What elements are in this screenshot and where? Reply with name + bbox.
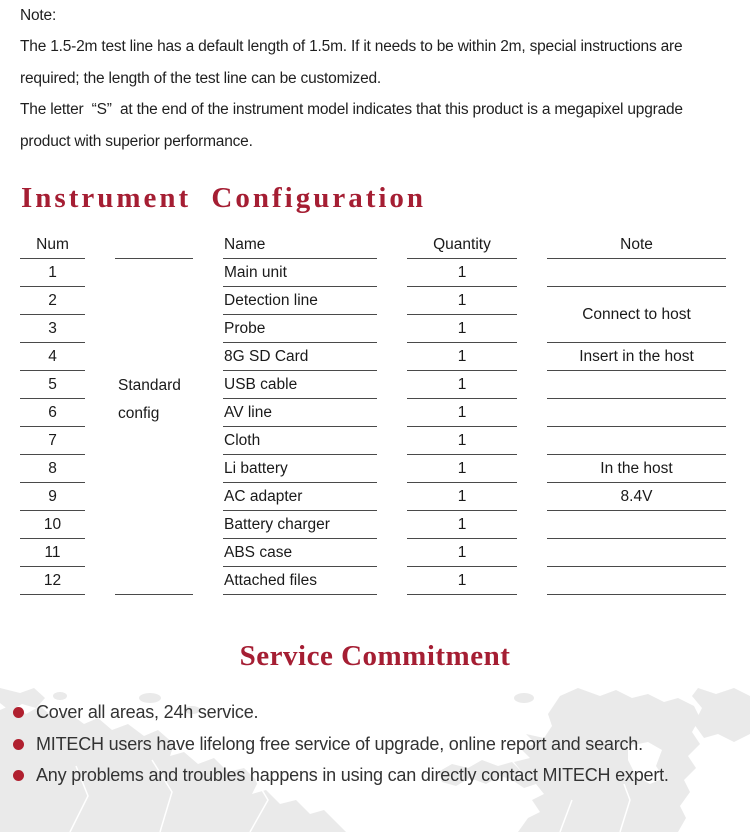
table-cell-quantity: 1 xyxy=(407,455,517,483)
note-line-4: product with superior performance. xyxy=(20,132,253,150)
note-line-3: The letter “S” at the end of the instrument model indicates that this product is a megapixel upgrade xyxy=(20,101,683,119)
table-cell-note: 8.4V xyxy=(547,483,726,511)
bullet-icon xyxy=(13,770,24,781)
table-cell-quantity: 1 xyxy=(407,259,517,287)
table-cell-num: 6 xyxy=(20,399,85,427)
note-line-2: required; the length of the test line can be customized. xyxy=(20,69,382,87)
table-cell-num: 9 xyxy=(20,483,85,511)
table-cell-note xyxy=(547,427,726,455)
table-cell-name: 8G SD Card xyxy=(223,343,377,371)
table-cell-quantity: 1 xyxy=(407,371,517,399)
table-cell-note xyxy=(547,399,726,427)
table-cell-quantity: 1 xyxy=(407,343,517,371)
table-cell-num: 3 xyxy=(20,315,85,343)
table-cell-name: AV line xyxy=(223,399,377,427)
table-cell-quantity: 1 xyxy=(407,399,517,427)
config-table xyxy=(20,231,726,595)
table-cell-name: ABS case xyxy=(223,539,377,567)
bullet-icon xyxy=(13,739,24,750)
service-commitment-title: Service Commitment xyxy=(239,640,511,672)
table-cell-name: Battery charger xyxy=(223,511,377,539)
table-cell-name: AC adapter xyxy=(223,483,377,511)
table-cell-note: In the host xyxy=(547,455,726,483)
table-header-num: Num xyxy=(20,231,85,259)
bullet-text: MITECH users have lifelong free service of upgrade, online report and search. xyxy=(36,733,643,754)
table-cell-name: Main unit xyxy=(223,259,377,287)
table-cell-note xyxy=(547,259,726,287)
table-cell-num: 1 xyxy=(20,259,85,287)
table-cell-name: Probe xyxy=(223,315,377,343)
table-cell-quantity: 1 xyxy=(407,287,517,315)
standard-config-label: Standard config xyxy=(118,376,181,422)
table-cell-name: Cloth xyxy=(223,427,377,455)
table-header-group xyxy=(115,231,193,259)
note-section xyxy=(20,0,750,157)
note-label: Note: xyxy=(20,7,57,24)
service-bullet-list xyxy=(13,697,750,792)
instrument-configuration-title: Instrument Configuration xyxy=(21,182,427,214)
list-item xyxy=(13,729,750,761)
table-cell-name: USB cable xyxy=(223,371,377,399)
bullet-text: Any problems and troubles happens in using can directly contact MITECH expert. xyxy=(36,765,669,786)
table-cell-quantity: 1 xyxy=(407,539,517,567)
table-cell-quantity: 1 xyxy=(407,511,517,539)
list-item xyxy=(13,697,750,729)
table-cell-note xyxy=(547,511,726,539)
table-cell-quantity: 1 xyxy=(407,567,517,595)
table-cell-name: Detection line xyxy=(223,287,377,315)
table-cell-num: 10 xyxy=(20,511,85,539)
table-cell-note xyxy=(547,567,726,595)
table-header-note: Note xyxy=(547,231,726,259)
note-line-1: The 1.5-2m test line has a default length of 1.5m. If it needs to be within 2m, special instructions are xyxy=(20,38,683,56)
bullet-text: Cover all areas, 24h service. xyxy=(36,702,259,723)
table-cell-quantity: 1 xyxy=(407,315,517,343)
table-cell-name: Li battery xyxy=(223,455,377,483)
table-cell-note: Insert in the host xyxy=(547,343,726,371)
table-cell-quantity: 1 xyxy=(407,427,517,455)
bullet-icon xyxy=(13,707,24,718)
table-cell-num: 8 xyxy=(20,455,85,483)
table-cell-note xyxy=(547,371,726,399)
table-cell-num: 11 xyxy=(20,539,85,567)
table-cell-num: 2 xyxy=(20,287,85,315)
table-cell-note xyxy=(547,539,726,567)
table-cell-num: 5 xyxy=(20,371,85,399)
list-item xyxy=(13,760,750,792)
table-cell-name: Attached files xyxy=(223,567,377,595)
table-cell-note: Connect to host xyxy=(547,287,726,343)
table-header-quantity: Quantity xyxy=(407,231,517,259)
table-cell-num: 7 xyxy=(20,427,85,455)
table-cell-num: 12 xyxy=(20,567,85,595)
table-cell-num: 4 xyxy=(20,343,85,371)
table-cell-quantity: 1 xyxy=(407,483,517,511)
table-cell-standard-config xyxy=(115,259,193,595)
table-header-name: Name xyxy=(223,231,377,259)
